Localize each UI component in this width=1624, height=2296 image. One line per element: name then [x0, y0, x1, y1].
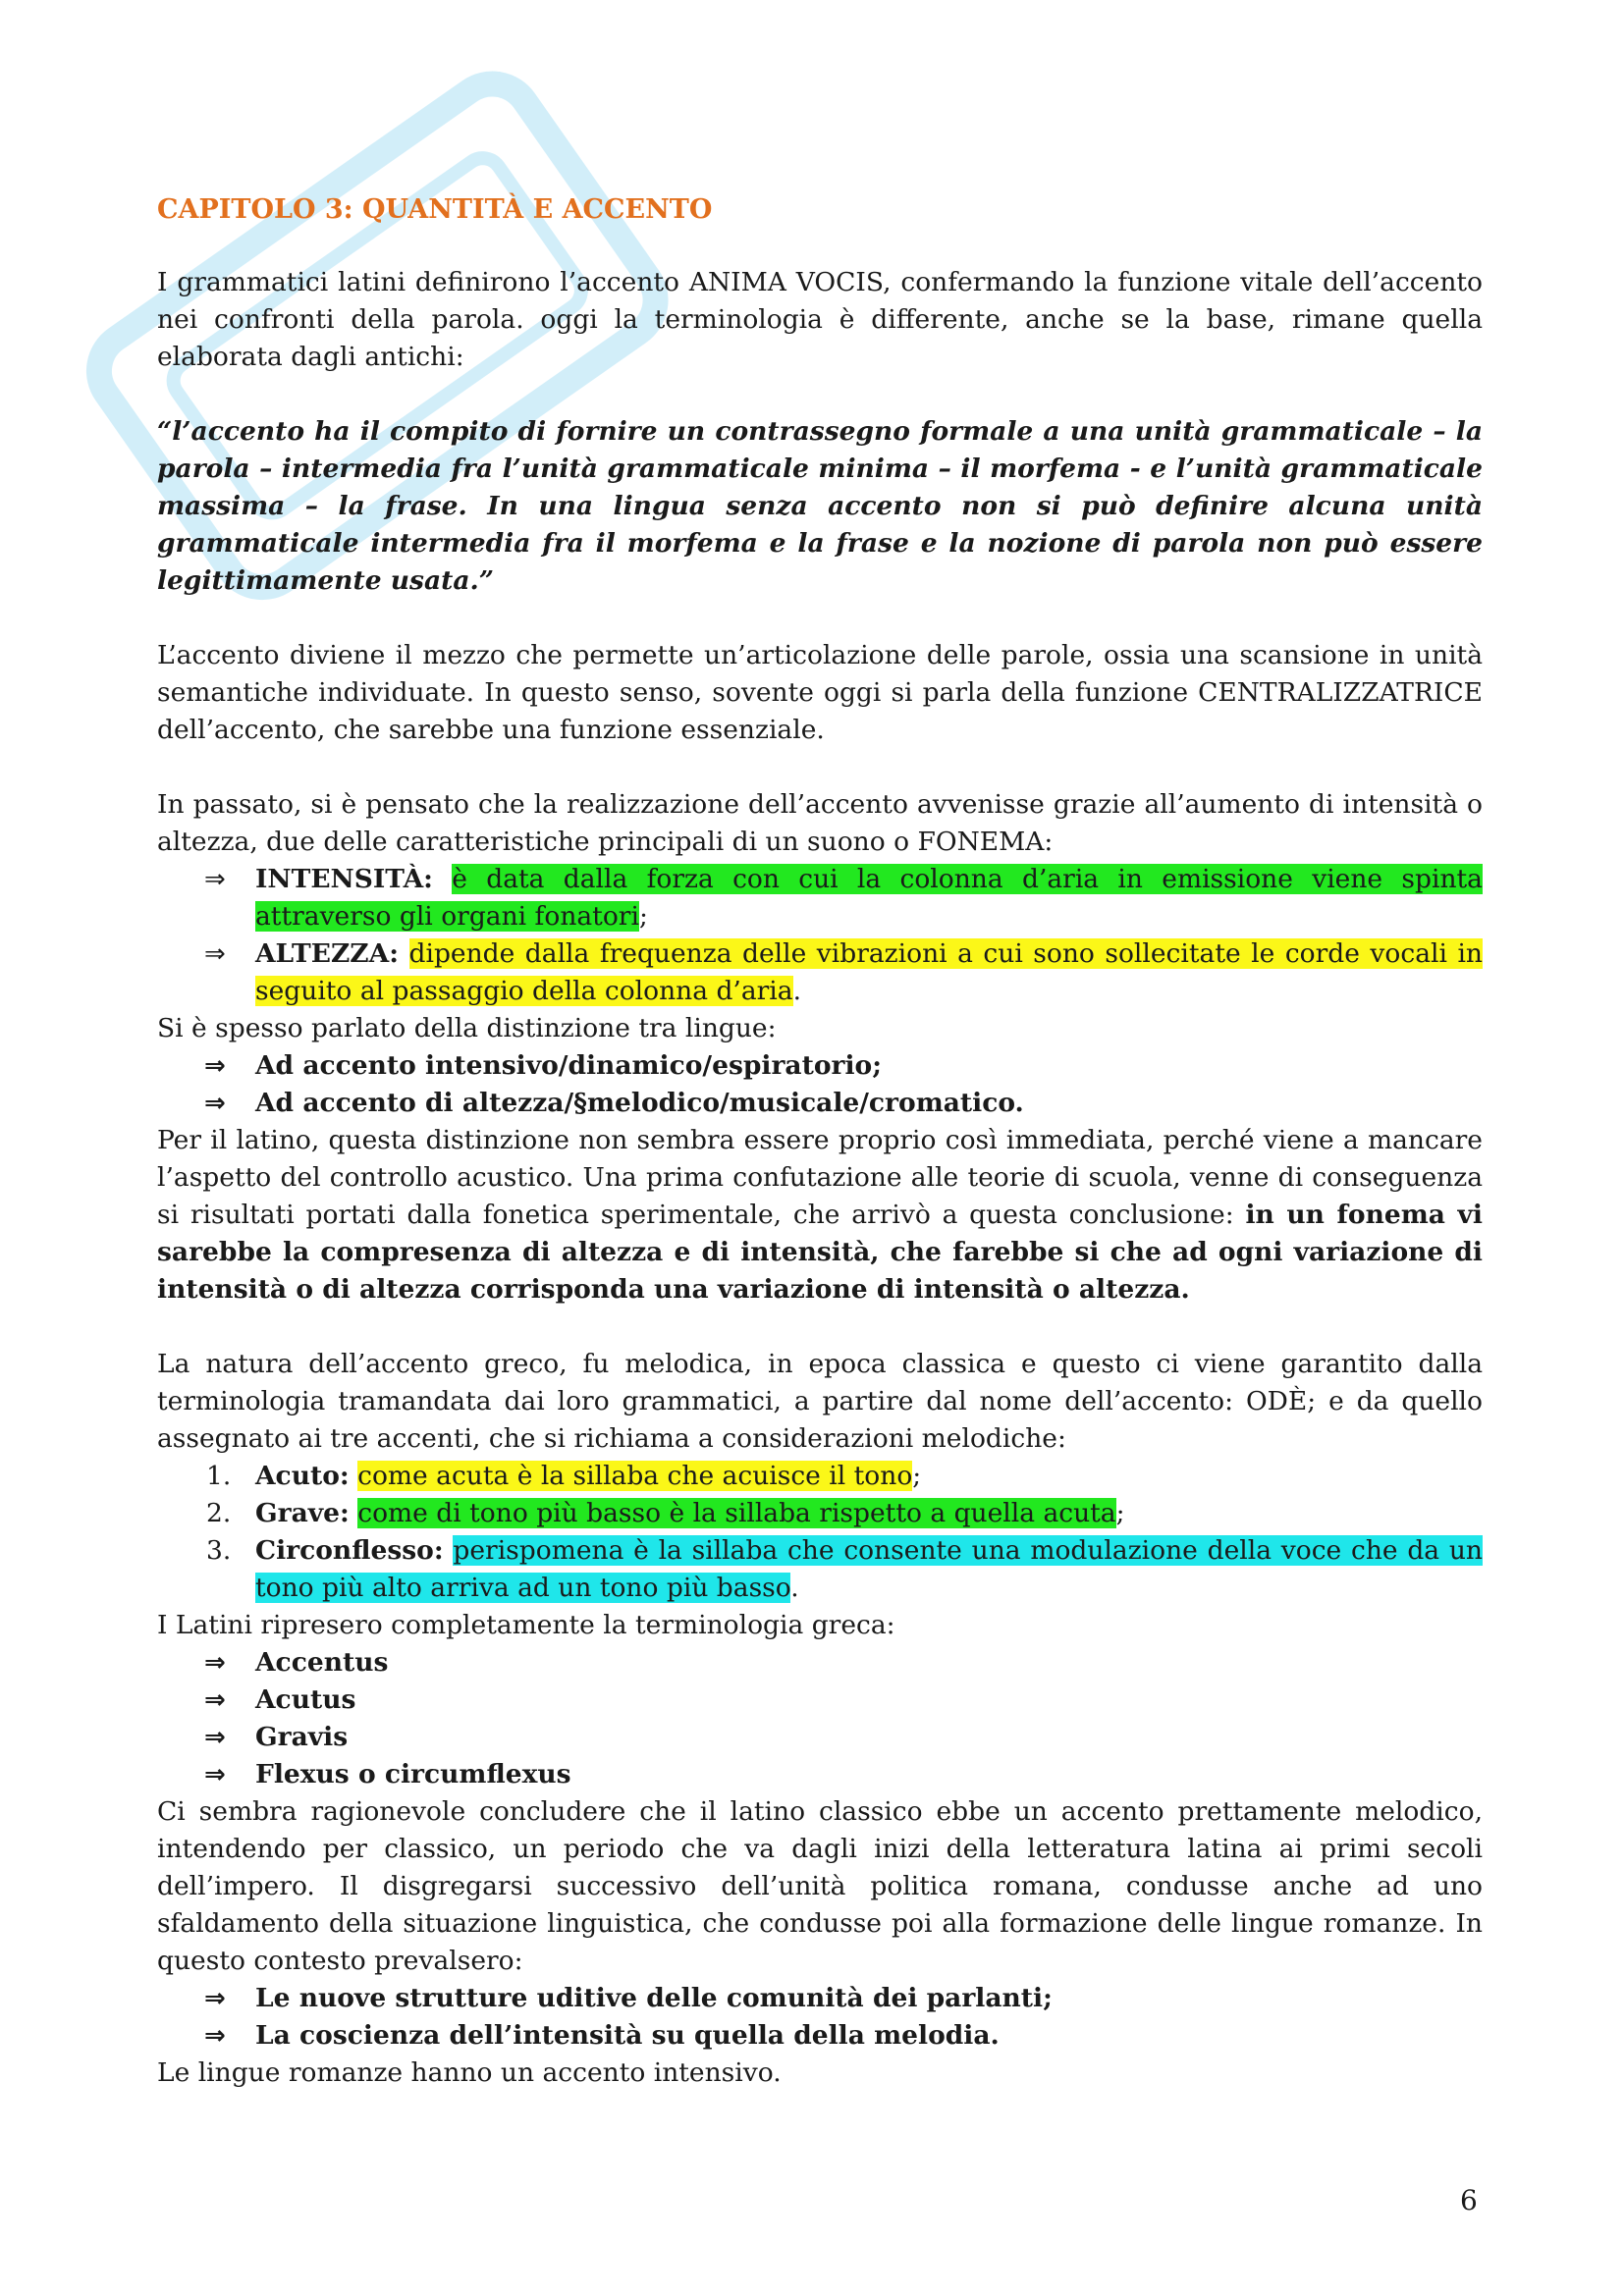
chapter-title: CAPITOLO 3: QUANTITÀ E ACCENTO [157, 194, 713, 225]
feature-definition: dipende dalla frequenza delle vibrazioni a cui sono sollecitate le corde vocali in seguito al passaggio della colonna d’aria [255, 938, 1483, 1006]
prevailed-list [157, 1980, 1483, 2055]
accent-definition: come acuta è la sillaba che acuisce il tono [357, 1461, 913, 1491]
list-item: ⇒ Accentus [157, 1644, 1483, 1682]
feature-term: INTENSITÀ: [255, 864, 433, 894]
list-item: ⇒ Acutus [157, 1682, 1483, 1719]
accent-circumflex: 3. Circonflesso: perispomena è la sillaba che consente una modulazione della voce che da un tono più alto arriva ad un tono più basso. [206, 1535, 1483, 1603]
accent-term: Circonflesso: [255, 1535, 444, 1566]
distinction-intro: Si è spesso parlato della distinzione tra lingue: [157, 1013, 777, 1043]
final-line: Le lingue romanze hanno un accento intensivo. [157, 2057, 782, 2088]
accent-term: Grave: [255, 1498, 350, 1528]
articulation-paragraph: L’accento diviene il mezzo che permette un’articolazione delle parole, ossia una scansione in unità semantiche individuate. In questo senso, sovente oggi si parla della funzione CENTRALIZZATRICE dell’accento, che sarebbe una funzione essenziale. [157, 640, 1483, 745]
list-item: ⇒ Ad accento intensivo/dinamico/espiratorio; [157, 1047, 1483, 1085]
latin-paragraph: Per il latino, questa distinzione non sembra essere proprio così immediata, perché viene a mancare l’aspetto del controllo acustico. Una prima confutazione alle teorie di scuola, venne di conseguenza si risultati portati dalla fonetica sperimentale, che arrivò a questa conclusione: in un fonema vi sarebbe la compresenza di altezza e di intensità, che farebbe si che ad ogni variazione di intensità o di altezza corrisponda una variazione di intensità o altezza. [157, 1125, 1483, 1305]
past-theory-paragraph: In passato, si è pensato che la realizzazione dell’accento avvenisse grazie all’aumento di intensità o altezza, due delle caratteristiche principali di un suono o FONEMA: [157, 789, 1483, 857]
latin-conclusion: in un fonema vi sarebbe la compresenza di altezza e di intensità, che farebbe si che ad ogni variazione di intensità o di altezza corrisponda una variazione di intensità o altezza. [157, 1200, 1483, 1305]
feature-pitch: ⇒ ALTEZZA: dipende dalla frequenza delle vibrazioni a cui sono sollecitate le corde vocali in seguito al passaggio della colonna d’aria. [157, 935, 1483, 1010]
page-content [157, 191, 1483, 2092]
page-number: 6 [1460, 2184, 1478, 2216]
accent-definition: come di tono più basso è la sillaba rispetto a quella acuta [357, 1498, 1116, 1528]
latini-intro: I Latini ripresero completamente la terminologia greca: [157, 1610, 895, 1640]
feature-term: ALTEZZA: [255, 938, 399, 969]
greek-paragraph: La natura dell’accento greco, fu melodica, in epoca classica e questo ci viene garantito dalla terminologia tramandata dai loro grammatici, a partire dal nome dell’accento: ODÈ; e da quello assegnato ai tre accenti, che si richiama a considerazioni melodiche: [157, 1349, 1483, 1454]
accent-acute: 1. Acuto: come acuta è la sillaba che acuisce il tono; [206, 1461, 922, 1491]
feature-definition: è data dalla forza con cui la colonna d’aria in emissione viene spinta attraverso gli organi fonatori [255, 864, 1483, 932]
accent-definition: perispomena è la sillaba che consente una modulazione della voce che da un tono più alto arriva ad un tono più basso [255, 1535, 1483, 1603]
distinction-list [157, 1047, 1483, 1122]
intro-paragraph: I grammatici latini definirono l’accento ANIMA VOCIS, confermando la funzione vitale dell’accento nei confronti della parola. oggi la terminologia è differente, anche se la base, rimane quella elaborata dagli antichi: [157, 267, 1483, 372]
accents-list [157, 1458, 1483, 1607]
list-item: ⇒ Le nuove strutture uditive delle comunità dei parlanti; [157, 1980, 1483, 2017]
list-item: ⇒ Gravis [157, 1719, 1483, 1756]
latin-terms-list [157, 1644, 1483, 1793]
list-item: ⇒ Flexus o circumflexus [157, 1756, 1483, 1793]
accent-term: Acuto: [255, 1461, 350, 1491]
feature-intensity: ⇒ INTENSITÀ: è data dalla forza con cui la colonna d’aria in emissione viene spinta attraverso gli organi fonatori; [157, 861, 1483, 935]
list-item: ⇒ La coscienza dell’intensità su quella della melodia. [157, 2017, 1483, 2055]
phoneme-features-list [157, 861, 1483, 1010]
definition-quote: “l’accento ha il compito di fornire un contrassegno formale a una unità grammaticale – la parola – intermedia fra l’unità grammaticale minima – il morfema - e l’unità grammaticale massima – la frase. In una lingua senza accento non si può definire alcuna unità grammaticale intermedia fra il morfema e la frase e la nozione di parola non può essere legittimamente usata.” [157, 416, 1483, 596]
list-item: ⇒ Ad accento di altezza/§melodico/musicale/cromatico. [157, 1085, 1483, 1122]
conclusion-paragraph: Ci sembra ragionevole concludere che il latino classico ebbe un accento prettamente melodico, intendendo per classico, un periodo che va dagli inizi della letteratura latina ai primi secoli dell’impero. Il disgregarsi successivo dell’unità politica romana, condusse anche ad uno sfaldamento della situazione linguistica, che condusse poi alla formazione delle lingue romanze. In questo contesto prevalsero: [157, 1796, 1483, 1976]
accent-grave: 2. Grave: come di tono più basso è la sillaba rispetto a quella acuta; [206, 1498, 1125, 1528]
